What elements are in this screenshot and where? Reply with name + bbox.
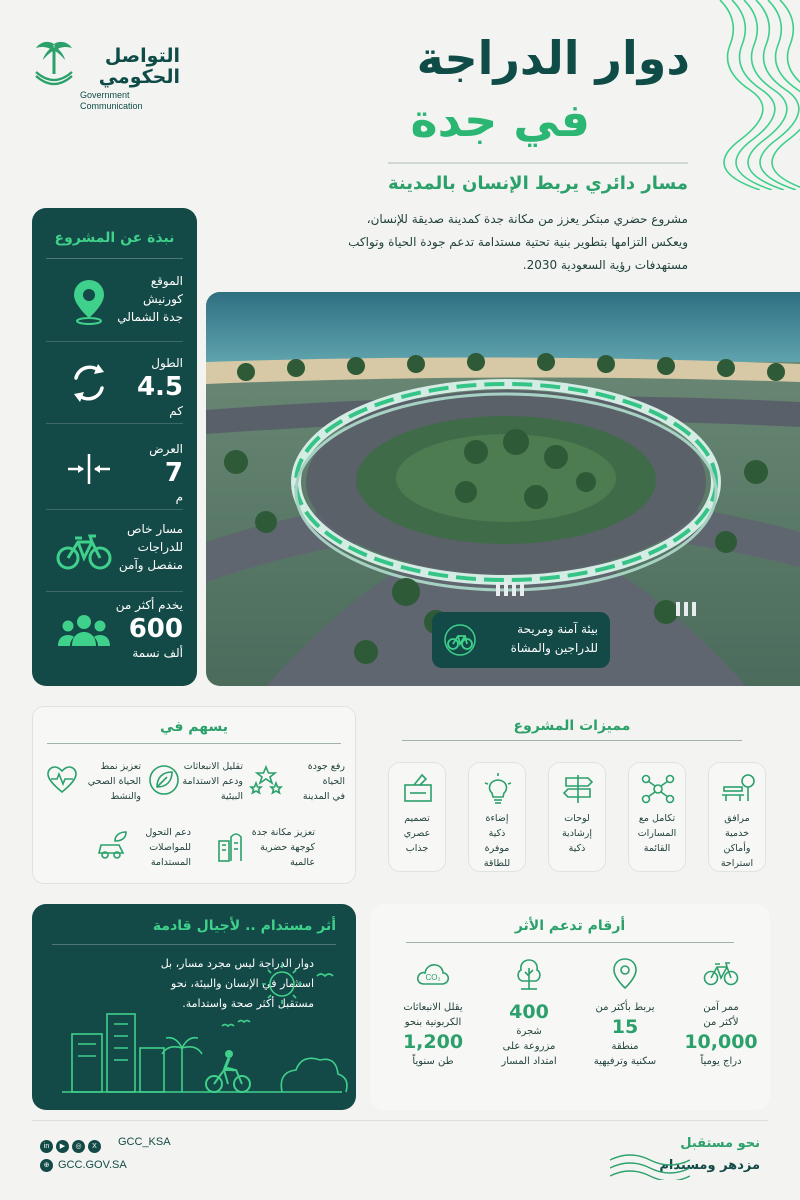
feature-text: مرافق خدمية xyxy=(724,813,750,839)
stars-icon xyxy=(249,763,283,797)
feature-text: ذكية xyxy=(488,828,506,839)
design-tools-icon xyxy=(400,771,436,807)
people-group-icon xyxy=(54,606,114,656)
impact-numbers-panel xyxy=(370,904,770,1110)
stat-bike-lane xyxy=(46,516,183,592)
leaf-icon xyxy=(147,763,181,797)
contributes-panel xyxy=(32,706,356,884)
contributes-divider xyxy=(47,743,341,744)
tagline-line1: نحو مستقبل xyxy=(680,1136,760,1151)
number-text: طن سنوياً xyxy=(412,1056,454,1067)
width-arrows-icon xyxy=(64,444,114,494)
stat-unit: كم xyxy=(169,404,183,418)
stat-value: للدراجات xyxy=(137,540,183,554)
feature-text: موفرة للطاقة xyxy=(483,843,511,869)
location-outline-icon xyxy=(607,956,643,992)
contrib-text: تعزيز نمط xyxy=(100,761,141,772)
palm-swords-emblem-icon xyxy=(30,38,78,90)
impact-line: استثمار في الإنسان والبيئة، نحو xyxy=(171,977,314,990)
contrib-text: دعم التحول xyxy=(145,827,191,838)
features-panel xyxy=(372,706,772,884)
features-divider xyxy=(402,740,742,741)
feature-card xyxy=(468,762,526,872)
intro-line: مستهدفات رؤية السعودية 2030. xyxy=(522,258,688,272)
numbers-divider xyxy=(406,942,734,943)
bicycle-outline-icon xyxy=(703,956,739,992)
page-title-line1: دوار الدراجة xyxy=(416,31,690,85)
city-line-illustration xyxy=(32,944,356,1110)
feature-text: استراحة xyxy=(720,858,754,869)
decorative-waves xyxy=(700,0,800,190)
badge-line: للدراجين والمشاة xyxy=(510,641,598,655)
contrib-text: في المدينة xyxy=(302,791,345,802)
feature-text: جذاب xyxy=(405,843,429,854)
feature-card xyxy=(388,762,446,872)
contrib-text: الحياة الصحي xyxy=(87,776,141,787)
number-item xyxy=(488,952,570,1102)
contrib-text: كوجهة حضرية xyxy=(260,842,315,853)
brand-name-ar-line1: التواصل xyxy=(104,45,180,67)
feature-text: تكامل مع xyxy=(638,813,676,824)
number-text: دراج يومياً xyxy=(700,1056,742,1067)
signpost-icon xyxy=(560,771,596,807)
feature-text: المسارات xyxy=(637,828,677,839)
contrib-text: تعزيز مكانة جدة xyxy=(251,827,315,838)
feature-text: عصري xyxy=(403,828,431,839)
brand-name-en-line2: Communication xyxy=(80,101,143,111)
stat-value: يخدم أكثر من xyxy=(115,598,183,612)
intro-line: ويعكس التزامها بتطوير بنية تحتية مستدامة تدعم جودة الحياة وتواكب xyxy=(348,235,688,249)
stat-value: مسار خاص xyxy=(127,522,183,536)
sustainable-impact-panel xyxy=(32,904,356,1110)
contrib-text: للمواصلات xyxy=(149,842,191,853)
title-divider xyxy=(388,162,688,164)
intro-paragraph xyxy=(268,208,688,277)
number-item xyxy=(680,952,762,1102)
stat-width xyxy=(46,434,183,510)
footer-divider xyxy=(32,1120,768,1121)
stat-number: 4.5 xyxy=(136,372,183,402)
numbers-title: أرقام تدعم الأثر xyxy=(514,918,626,934)
number-text: سكنية وترفيهية xyxy=(593,1056,657,1067)
contrib-text: تقليل الانبعاثات xyxy=(183,761,243,772)
linkedin-icon[interactable]: in xyxy=(40,1140,53,1153)
impact-line: مستقبل أكثر صحة واستدامة. xyxy=(182,997,314,1010)
tagline-waves xyxy=(610,1150,690,1180)
about-divider xyxy=(46,258,183,259)
location-pin-icon xyxy=(64,276,114,326)
network-nodes-icon xyxy=(640,771,676,807)
feature-text: لوحات xyxy=(564,813,590,824)
brand-logo xyxy=(30,38,180,118)
contrib-item xyxy=(245,759,345,815)
eco-car-icon xyxy=(95,829,129,863)
number-text: يقلل الانبعاثات xyxy=(403,1002,463,1013)
tagline-line2: مزدهر ومستدام xyxy=(659,1158,760,1173)
number-text: ممر آمن xyxy=(703,1002,739,1013)
city-building-icon xyxy=(213,829,247,863)
contrib-text: المستدامة xyxy=(150,857,191,868)
contrib-text: البيئية xyxy=(220,791,243,802)
photo-caption-badge xyxy=(432,612,610,668)
circular-arrows-icon xyxy=(64,358,114,408)
website-link[interactable]: GCC.GOV.SA xyxy=(58,1159,127,1171)
feature-text: القائمة xyxy=(643,843,671,854)
stat-value: ألف نسمة xyxy=(132,646,183,660)
feature-text: إضاءة xyxy=(485,813,509,824)
stat-value: منفصل وآمن xyxy=(118,558,183,572)
lightbulb-icon xyxy=(480,771,516,807)
badge-line: بيئة آمنة ومريحة xyxy=(517,622,598,636)
stat-length xyxy=(46,348,183,424)
contrib-text: ودعم الاستدامة xyxy=(182,776,243,787)
impact-line: دوار الدراجة ليس مجرد مسار، بل xyxy=(160,957,314,970)
number-value: 15 xyxy=(611,1016,639,1038)
impact-title: أثر مستدام .. لأجيال قادمة xyxy=(152,918,336,934)
social-handle[interactable]: GCC_KSA xyxy=(118,1136,171,1148)
feature-card xyxy=(708,762,766,872)
page-subtitle: مسار دائري يربط الإنسان بالمدينة xyxy=(387,173,688,194)
x-twitter-icon[interactable]: X xyxy=(88,1140,101,1153)
stat-unit: م xyxy=(175,490,183,504)
contrib-item xyxy=(41,759,141,815)
number-value: 400 xyxy=(509,1001,549,1023)
page-title-line2: في جدة xyxy=(410,93,590,147)
contrib-text: عالمية xyxy=(290,857,315,868)
brand-name-ar-line2: الحكومي xyxy=(98,66,180,88)
stat-number: 7 xyxy=(164,458,183,488)
feature-card xyxy=(548,762,606,872)
contrib-item xyxy=(91,825,191,881)
stat-serves xyxy=(46,596,183,672)
youtube-icon[interactable]: ▶ xyxy=(56,1140,69,1153)
number-text: الكربونية بنحو xyxy=(404,1017,462,1028)
number-value: 10,000 xyxy=(684,1031,758,1053)
stat-label: الطول xyxy=(151,356,183,370)
bicycle-badge-icon xyxy=(442,624,478,656)
about-project-panel xyxy=(32,208,197,686)
social-icons xyxy=(40,1136,104,1152)
number-item xyxy=(392,952,474,1102)
stat-location xyxy=(46,266,183,342)
contrib-item xyxy=(143,759,243,815)
number-text: مزروعة على xyxy=(502,1041,556,1052)
contrib-text: والنشط xyxy=(110,791,141,802)
stat-value: كورنيش xyxy=(143,292,183,306)
contrib-item xyxy=(215,825,315,881)
heart-pulse-icon xyxy=(45,763,79,797)
co2-label: CO₂ xyxy=(425,973,441,982)
bicycle-icon xyxy=(56,526,112,576)
number-item xyxy=(584,952,666,1102)
feature-text: إرشادية xyxy=(561,828,593,839)
feature-card xyxy=(628,762,686,872)
park-bench-icon xyxy=(720,771,756,807)
brand-name-en-line1: Government xyxy=(80,90,130,100)
contributes-title: يسهم في xyxy=(160,719,228,735)
stat-label: العرض xyxy=(149,442,183,456)
co2-cloud-icon xyxy=(415,956,451,992)
instagram-icon[interactable]: ◎ xyxy=(72,1140,85,1153)
number-text: لأكثر من xyxy=(703,1017,739,1028)
tree-icon xyxy=(511,956,547,992)
web-globe-icon: ⊕ xyxy=(40,1159,53,1172)
number-text: يربط بأكثر من xyxy=(595,1002,655,1013)
about-title: نبذة عن المشروع xyxy=(54,230,175,246)
contrib-text: رفع جودة الحياة xyxy=(307,761,345,787)
feature-text: ذكية xyxy=(568,843,586,854)
feature-text: وأماكن xyxy=(723,843,751,854)
number-text: شجرة xyxy=(516,1026,542,1037)
number-text: منطقة xyxy=(611,1041,639,1052)
stat-number: 600 xyxy=(128,614,183,644)
intro-line: مشروع حضري مبتكر يعزز من مكانة جدة كمدينة صديقة للإنسان، xyxy=(366,212,688,226)
stat-value: جدة الشمالي xyxy=(117,310,183,324)
number-text: امتداد المسار xyxy=(501,1056,557,1067)
stat-label: الموقع xyxy=(150,274,183,288)
features-title: مميزات المشروع xyxy=(513,718,631,734)
number-value: 1,200 xyxy=(402,1031,464,1053)
feature-text: تصميم xyxy=(404,813,430,824)
